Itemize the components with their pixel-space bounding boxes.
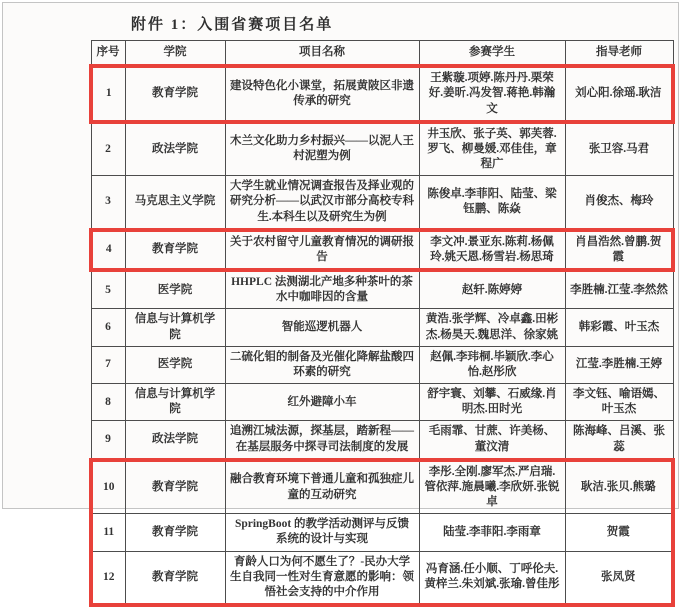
cell-project: SpringBoot 的教学活动测评与反馈系统的设计与实现 [225,514,419,551]
cell-college: 教育学院 [125,460,225,514]
table-row [91,122,673,176]
cell-project: 大学生就业情况调查报告及择业观的研究分析——以武汉市部分高校专科生.本科生以及研究生为例 [225,176,419,230]
cell-college: 教育学院 [125,514,225,551]
header-teachers: 指导老师 [565,41,673,67]
table-body [91,66,673,605]
table-row [91,66,673,122]
cell-project: 建设特色化小课堂，拓展黄陂区非遗传承的研究 [225,66,419,122]
project-table [89,40,675,607]
cell-teachers: 李胜楠.江莹.李然然 [565,270,673,309]
cell-college: 信息与计算机学院 [125,309,225,346]
cell-project: HHPLC 法测湖北产地多种茶叶的茶水中咖啡因的含量 [225,270,419,309]
cell-teachers: 陈海峰、吕溪、张蕊 [565,421,673,460]
cell-no: 5 [91,270,125,309]
cell-college: 政法学院 [125,122,225,176]
table-row [91,176,673,230]
header-no: 序号 [91,41,125,67]
table-header [91,41,673,67]
table-row [91,309,673,346]
table-header-row [91,41,673,67]
table-row [91,346,673,383]
page-title: 附件 1：入围省赛项目名单 [131,13,678,34]
cell-college: 教育学院 [125,66,225,122]
cell-no: 11 [91,514,125,551]
header-college: 学院 [125,41,225,67]
table-row [91,230,673,270]
cell-no: 12 [91,551,125,605]
table-row [91,460,673,514]
table-row [91,551,673,605]
cell-project: 关于农村留守儿童教育情况的调研报告 [225,230,419,270]
table-row [91,270,673,309]
cell-college: 教育学院 [125,551,225,605]
cell-college: 信息与计算机学院 [125,384,225,421]
cell-teachers: 刘心阳.徐瑶.耿洁 [565,66,673,122]
scanned-document-page [2,2,679,509]
cell-students: 陈俊卓.李菲阳、陆莹、梁钰鹏、陈焱 [419,176,565,230]
cell-students: 冯育涵.任小顺、丁呼伦夫.黄梓兰.朱刘斌.张瑜.曾佳彤 [419,551,565,605]
table-row [91,514,673,551]
cell-students: 毛雨霏、甘蔗、许美杨、董汶清 [419,421,565,460]
cell-project: 融合教育环境下普通儿童和孤独症儿童的互动研究 [225,460,419,514]
header-project: 项目名称 [225,41,419,67]
cell-project: 红外避障小车 [225,384,419,421]
cell-no: 1 [91,66,125,122]
cell-students: 王紫璇.项婷.陈丹丹.栗荣好.姜昕.冯发智.蒋艳.韩瀚文 [419,66,565,122]
cell-students: 赵轩.陈婷婷 [419,270,565,309]
cell-project: 木兰文化助力乡村振兴——以泥人王村泥塑为例 [225,122,419,176]
cell-students: 黄浩.张学辉、冷卓鑫.田彬杰.杨昊天.魏思洋、徐家姚 [419,309,565,346]
cell-no: 3 [91,176,125,230]
cell-college: 马克思主义学院 [125,176,225,230]
cell-students: 舒宇寰、刘攀、石威缘.肖明杰.田时光 [419,384,565,421]
cell-no: 10 [91,460,125,514]
cell-teachers: 韩彩霞、叶玉杰 [565,309,673,346]
cell-college: 医学院 [125,346,225,383]
cell-project: 二硫化钼的制备及光催化降解盐酸四环素的研究 [225,346,419,383]
cell-no: 9 [91,421,125,460]
cell-students: 李文冲.景亚东.陈莉.杨佩玲.姚天恩.杨雪岩.杨思琦 [419,230,565,270]
cell-college: 医学院 [125,270,225,309]
cell-no: 7 [91,346,125,383]
cell-teachers: 李文钰、喻语嫣、叶玉杰 [565,384,673,421]
cell-no: 2 [91,122,125,176]
cell-project: 追溯江城法源，探基层，踏新程——在基层服务中探寻司法制度的发展 [225,421,419,460]
cell-teachers: 江莹.李胜楠.王婷 [565,346,673,383]
table-row [91,421,673,460]
cell-teachers: 耿洁.张贝.熊璐 [565,460,673,514]
cell-teachers: 肖俊杰、梅玲 [565,176,673,230]
cell-college: 政法学院 [125,421,225,460]
cell-no: 4 [91,230,125,270]
cell-no: 6 [91,309,125,346]
cell-teachers: 张凤贤 [565,551,673,605]
cell-students: 李彤.全刚.廖军杰.严启瑞.管依萍.施晨曦.李欣妍.张锐卓 [419,460,565,514]
cell-college: 教育学院 [125,230,225,270]
cell-teachers: 贺霞 [565,514,673,551]
cell-teachers: 肖昌浩然.曾鹏.贺霞 [565,230,673,270]
cell-project: 智能巡逻机器人 [225,309,419,346]
cell-project: 育龄人口为何不愿生了？-民办大学生自我同一性对生育意愿的影响：领悟社会支持的中介作用 [225,551,419,605]
cell-teachers: 张卫容.马君 [565,122,673,176]
cell-students: 赵佩.李玮桐.毕颖欣.李心怡.赵彤欣 [419,346,565,383]
cell-no: 8 [91,384,125,421]
table-row [91,384,673,421]
header-students: 参赛学生 [419,41,565,67]
cell-students: 井玉欣、张子英、郭芙蓉.罗飞、柳曼媛.邓佳佳，章程广 [419,122,565,176]
cell-students: 陆莹.李菲阳.李雨章 [419,514,565,551]
